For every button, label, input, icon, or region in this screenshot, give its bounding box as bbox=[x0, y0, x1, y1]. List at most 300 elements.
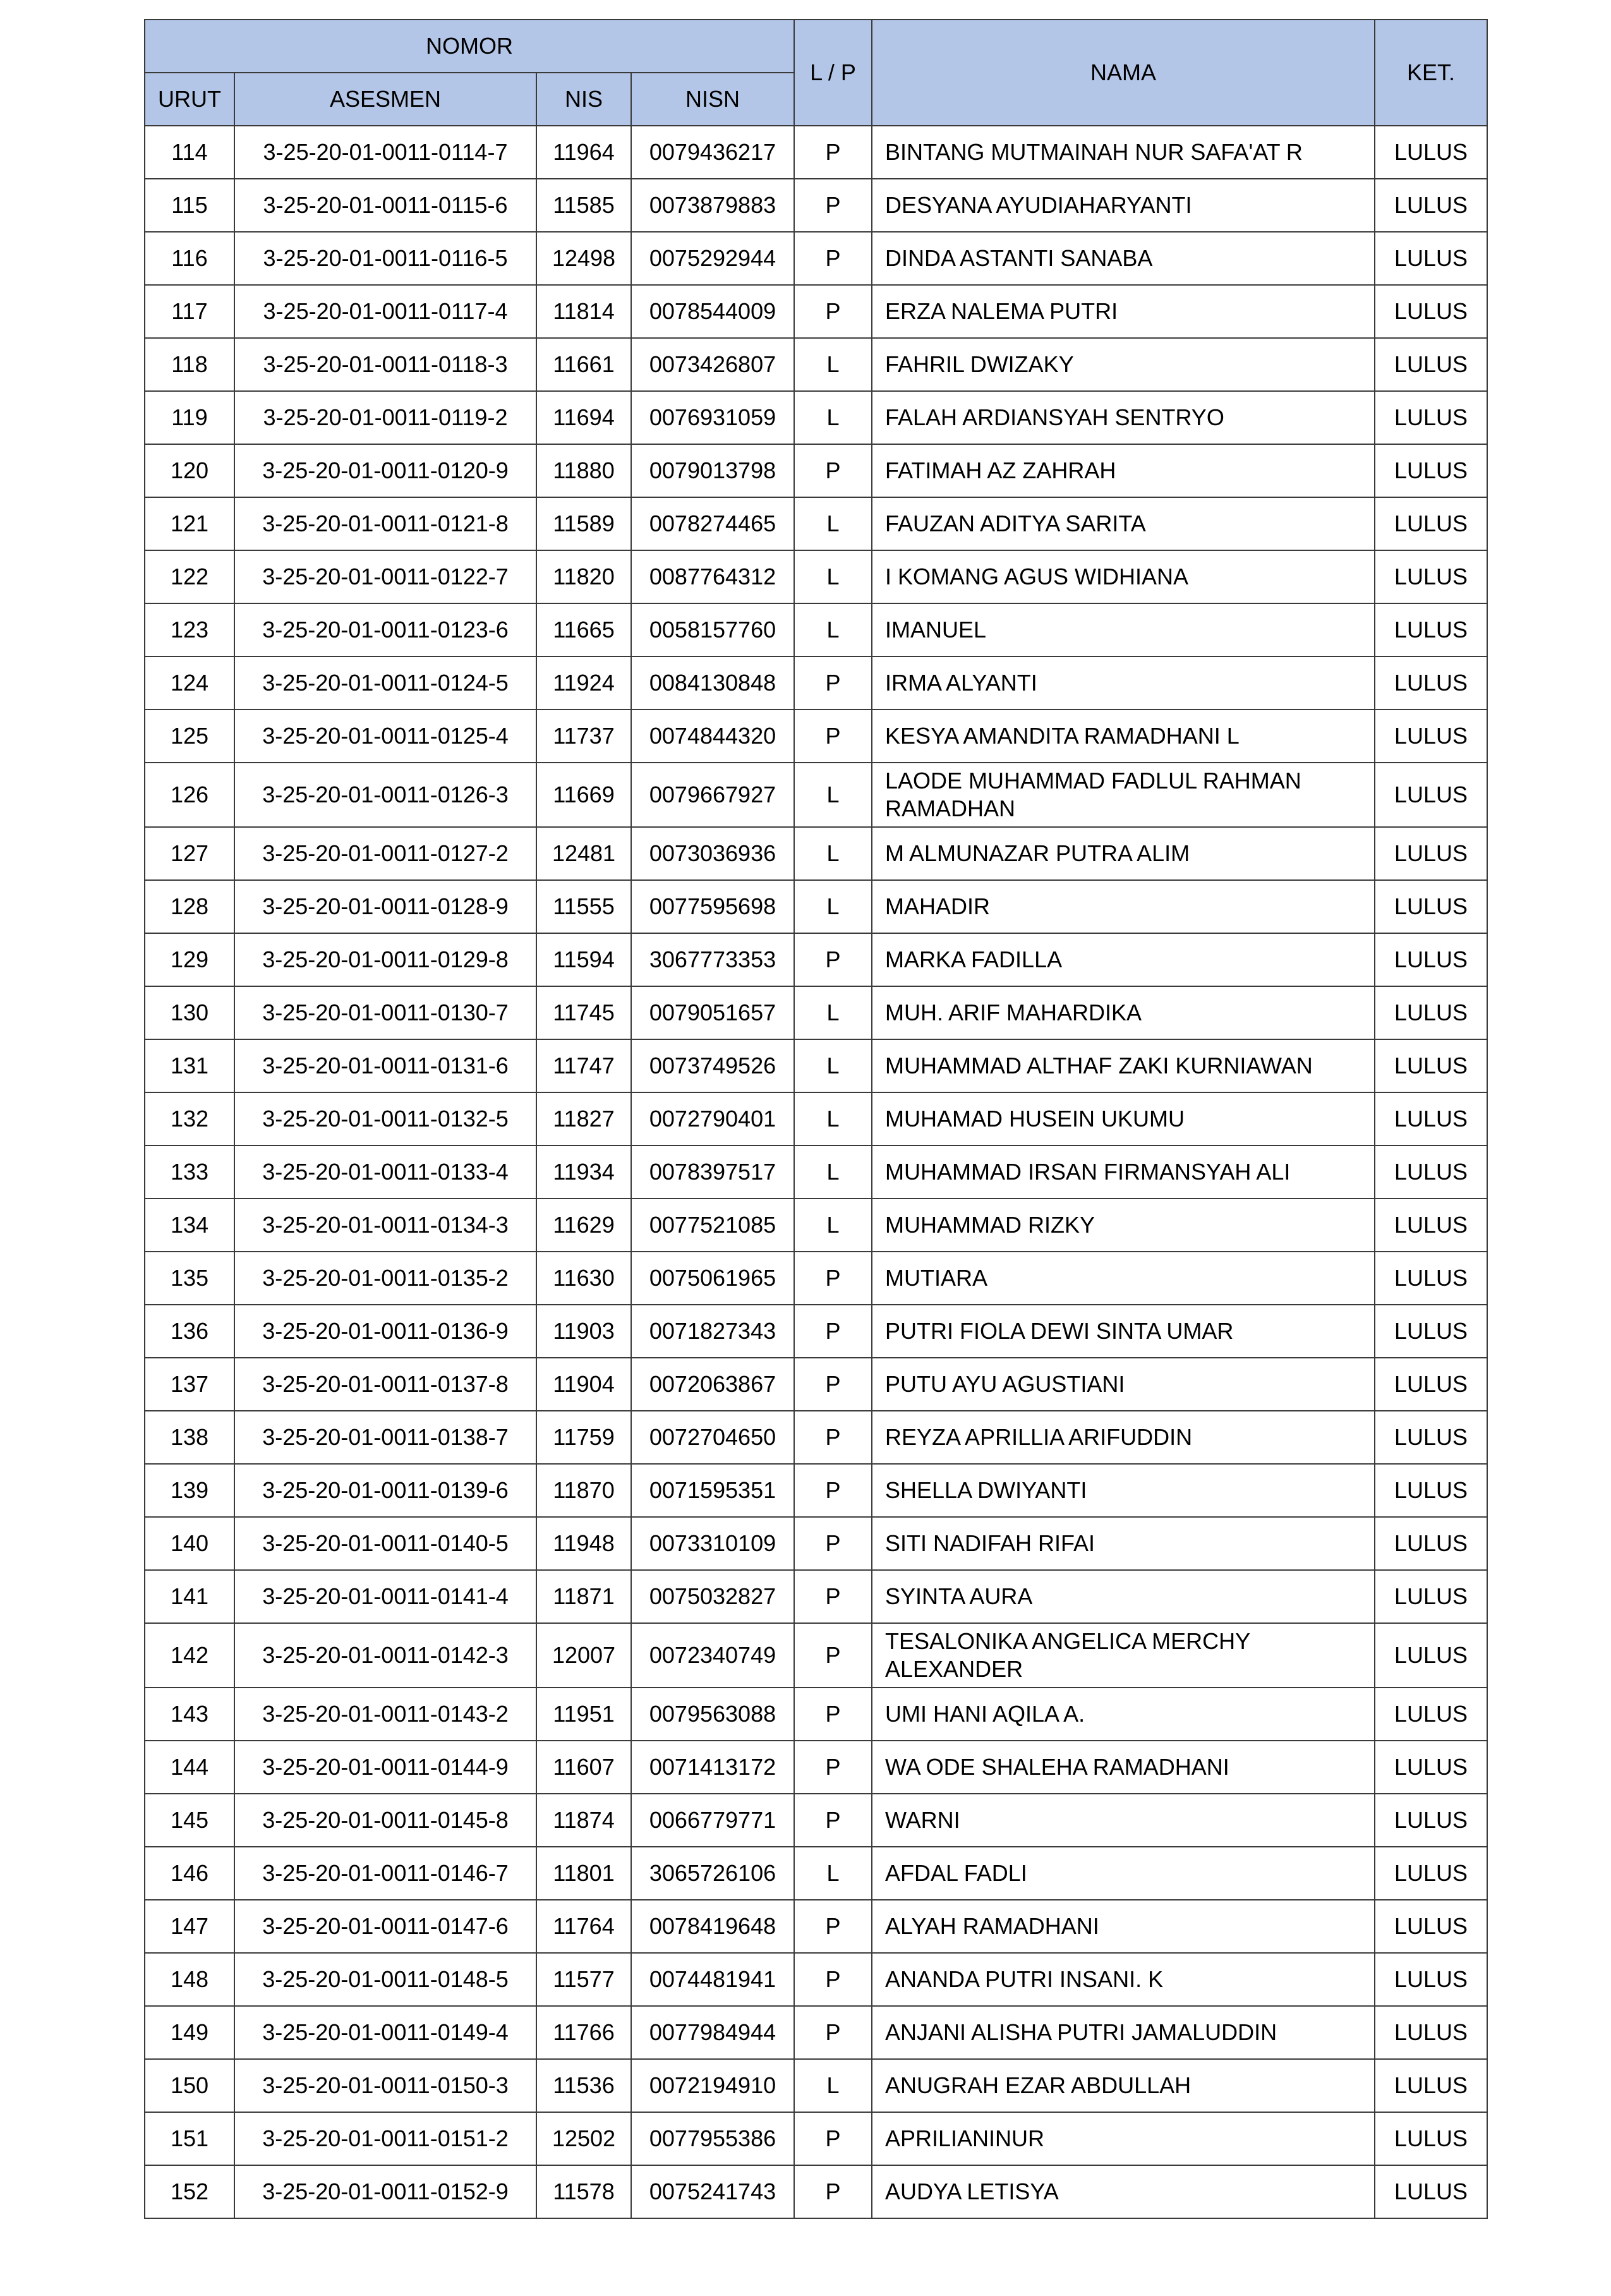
cell-nisn: 0078544009 bbox=[631, 285, 794, 338]
cell-nis: 11904 bbox=[536, 1358, 631, 1411]
cell-urut: 122 bbox=[145, 550, 234, 603]
cell-lp: P bbox=[794, 1358, 872, 1411]
cell-ket: LULUS bbox=[1375, 550, 1487, 603]
table-row bbox=[145, 827, 1487, 880]
cell-urut: 133 bbox=[145, 1145, 234, 1199]
cell-lp: P bbox=[794, 1464, 872, 1517]
table-row bbox=[145, 1305, 1487, 1358]
cell-urut: 146 bbox=[145, 1847, 234, 1900]
cell-ket: LULUS bbox=[1375, 1623, 1487, 1688]
cell-ket: LULUS bbox=[1375, 2165, 1487, 2218]
cell-urut: 129 bbox=[145, 933, 234, 986]
cell-nis: 11820 bbox=[536, 550, 631, 603]
cell-nisn: 0078274465 bbox=[631, 497, 794, 550]
cell-urut: 149 bbox=[145, 2006, 234, 2059]
cell-asesmen: 3-25-20-01-0011-0151-2 bbox=[234, 2112, 536, 2165]
results-table bbox=[144, 19, 1488, 2219]
cell-urut: 124 bbox=[145, 656, 234, 710]
cell-ket: LULUS bbox=[1375, 1794, 1487, 1847]
cell-asesmen: 3-25-20-01-0011-0127-2 bbox=[234, 827, 536, 880]
cell-nama: IRMA ALYANTI bbox=[872, 656, 1375, 710]
cell-ket: LULUS bbox=[1375, 1252, 1487, 1305]
cell-lp: L bbox=[794, 827, 872, 880]
cell-nisn: 0077521085 bbox=[631, 1199, 794, 1252]
cell-lp: L bbox=[794, 763, 872, 827]
cell-urut: 117 bbox=[145, 285, 234, 338]
cell-lp: P bbox=[794, 656, 872, 710]
cell-lp: P bbox=[794, 1953, 872, 2006]
cell-nisn: 0071595351 bbox=[631, 1464, 794, 1517]
table-row bbox=[145, 1358, 1487, 1411]
cell-nama: APRILIANINUR bbox=[872, 2112, 1375, 2165]
cell-urut: 115 bbox=[145, 179, 234, 232]
header-row-top bbox=[145, 20, 1487, 73]
cell-nisn: 0073426807 bbox=[631, 338, 794, 391]
table-row bbox=[145, 179, 1487, 232]
cell-urut: 141 bbox=[145, 1570, 234, 1623]
cell-asesmen: 3-25-20-01-0011-0134-3 bbox=[234, 1199, 536, 1252]
cell-lp: P bbox=[794, 126, 872, 179]
cell-nama: WARNI bbox=[872, 1794, 1375, 1847]
cell-urut: 126 bbox=[145, 763, 234, 827]
cell-urut: 150 bbox=[145, 2059, 234, 2112]
cell-urut: 143 bbox=[145, 1688, 234, 1741]
cell-ket: LULUS bbox=[1375, 232, 1487, 285]
cell-nisn: 0072063867 bbox=[631, 1358, 794, 1411]
cell-nisn: 0077595698 bbox=[631, 880, 794, 933]
table-row bbox=[145, 1900, 1487, 1953]
cell-asesmen: 3-25-20-01-0011-0131-6 bbox=[234, 1039, 536, 1092]
cell-urut: 116 bbox=[145, 232, 234, 285]
cell-asesmen: 3-25-20-01-0011-0117-4 bbox=[234, 285, 536, 338]
cell-nis: 11827 bbox=[536, 1092, 631, 1145]
cell-nis: 11694 bbox=[536, 391, 631, 444]
cell-lp: P bbox=[794, 1252, 872, 1305]
cell-ket: LULUS bbox=[1375, 710, 1487, 763]
cell-lp: P bbox=[794, 2112, 872, 2165]
cell-nama: FAUZAN ADITYA SARITA bbox=[872, 497, 1375, 550]
cell-urut: 114 bbox=[145, 126, 234, 179]
cell-nis: 11759 bbox=[536, 1411, 631, 1464]
cell-ket: LULUS bbox=[1375, 986, 1487, 1039]
cell-lp: L bbox=[794, 1092, 872, 1145]
cell-asesmen: 3-25-20-01-0011-0132-5 bbox=[234, 1092, 536, 1145]
cell-lp: P bbox=[794, 2006, 872, 2059]
table-row bbox=[145, 1517, 1487, 1570]
table-body bbox=[145, 126, 1487, 2218]
cell-lp: P bbox=[794, 710, 872, 763]
cell-nisn: 0074481941 bbox=[631, 1953, 794, 2006]
cell-lp: L bbox=[794, 391, 872, 444]
cell-nama: MUHAMAD HUSEIN UKUMU bbox=[872, 1092, 1375, 1145]
cell-nis: 11555 bbox=[536, 880, 631, 933]
cell-nis: 11577 bbox=[536, 1953, 631, 2006]
cell-nis: 11745 bbox=[536, 986, 631, 1039]
cell-asesmen: 3-25-20-01-0011-0147-6 bbox=[234, 1900, 536, 1953]
cell-nisn: 0075241743 bbox=[631, 2165, 794, 2218]
cell-ket: LULUS bbox=[1375, 444, 1487, 497]
cell-asesmen: 3-25-20-01-0011-0150-3 bbox=[234, 2059, 536, 2112]
cell-lp: P bbox=[794, 2165, 872, 2218]
cell-nis: 11880 bbox=[536, 444, 631, 497]
cell-ket: LULUS bbox=[1375, 1570, 1487, 1623]
header-ket: KET. bbox=[1375, 20, 1487, 126]
cell-urut: 132 bbox=[145, 1092, 234, 1145]
table-row bbox=[145, 338, 1487, 391]
cell-nama: IMANUEL bbox=[872, 603, 1375, 656]
cell-nisn: 0087764312 bbox=[631, 550, 794, 603]
cell-asesmen: 3-25-20-01-0011-0121-8 bbox=[234, 497, 536, 550]
table-row bbox=[145, 1199, 1487, 1252]
table-row bbox=[145, 763, 1487, 827]
cell-ket: LULUS bbox=[1375, 179, 1487, 232]
cell-lp: P bbox=[794, 1570, 872, 1623]
cell-lp: L bbox=[794, 2059, 872, 2112]
cell-asesmen: 3-25-20-01-0011-0136-9 bbox=[234, 1305, 536, 1358]
cell-urut: 118 bbox=[145, 338, 234, 391]
cell-urut: 145 bbox=[145, 1794, 234, 1847]
cell-lp: L bbox=[794, 1847, 872, 1900]
table-row bbox=[145, 880, 1487, 933]
cell-urut: 119 bbox=[145, 391, 234, 444]
cell-ket: LULUS bbox=[1375, 1517, 1487, 1570]
cell-nama: LAODE MUHAMMAD FADLUL RAHMAN RAMADHAN bbox=[872, 763, 1375, 827]
cell-nisn: 0079667927 bbox=[631, 763, 794, 827]
cell-nis: 11903 bbox=[536, 1305, 631, 1358]
cell-nama: SYINTA AURA bbox=[872, 1570, 1375, 1623]
cell-urut: 137 bbox=[145, 1358, 234, 1411]
cell-ket: LULUS bbox=[1375, 603, 1487, 656]
cell-ket: LULUS bbox=[1375, 1305, 1487, 1358]
cell-asesmen: 3-25-20-01-0011-0140-5 bbox=[234, 1517, 536, 1570]
cell-nisn: 0066779771 bbox=[631, 1794, 794, 1847]
cell-nis: 12481 bbox=[536, 827, 631, 880]
cell-nama: FALAH ARDIANSYAH SENTRYO bbox=[872, 391, 1375, 444]
cell-urut: 140 bbox=[145, 1517, 234, 1570]
cell-asesmen: 3-25-20-01-0011-0145-8 bbox=[234, 1794, 536, 1847]
cell-urut: 136 bbox=[145, 1305, 234, 1358]
cell-nis: 11578 bbox=[536, 2165, 631, 2218]
header-nisn: NISN bbox=[631, 73, 794, 126]
table-row bbox=[145, 986, 1487, 1039]
table-row bbox=[145, 1953, 1487, 2006]
cell-ket: LULUS bbox=[1375, 1688, 1487, 1741]
header-asesmen: ASESMEN bbox=[234, 73, 536, 126]
cell-ket: LULUS bbox=[1375, 933, 1487, 986]
cell-asesmen: 3-25-20-01-0011-0139-6 bbox=[234, 1464, 536, 1517]
cell-lp: P bbox=[794, 1623, 872, 1688]
cell-asesmen: 3-25-20-01-0011-0129-8 bbox=[234, 933, 536, 986]
cell-nama: DESYANA AYUDIAHARYANTI bbox=[872, 179, 1375, 232]
cell-asesmen: 3-25-20-01-0011-0115-6 bbox=[234, 179, 536, 232]
cell-urut: 131 bbox=[145, 1039, 234, 1092]
cell-nama: UMI HANI AQILA A. bbox=[872, 1688, 1375, 1741]
cell-nama: SITI NADIFAH RIFAI bbox=[872, 1517, 1375, 1570]
table-row bbox=[145, 550, 1487, 603]
table-row bbox=[145, 1794, 1487, 1847]
cell-urut: 125 bbox=[145, 710, 234, 763]
cell-urut: 139 bbox=[145, 1464, 234, 1517]
cell-nis: 11661 bbox=[536, 338, 631, 391]
cell-asesmen: 3-25-20-01-0011-0125-4 bbox=[234, 710, 536, 763]
cell-nisn: 0075061965 bbox=[631, 1252, 794, 1305]
cell-nisn: 0072704650 bbox=[631, 1411, 794, 1464]
cell-nama: DINDA ASTANTI SANABA bbox=[872, 232, 1375, 285]
cell-asesmen: 3-25-20-01-0011-0120-9 bbox=[234, 444, 536, 497]
cell-nama: AUDYA LETISYA bbox=[872, 2165, 1375, 2218]
cell-nama: MUHAMMAD ALTHAF ZAKI KURNIAWAN bbox=[872, 1039, 1375, 1092]
cell-lp: L bbox=[794, 1145, 872, 1199]
header-nis: NIS bbox=[536, 73, 631, 126]
cell-lp: L bbox=[794, 1039, 872, 1092]
table-row bbox=[145, 1741, 1487, 1794]
cell-asesmen: 3-25-20-01-0011-0141-4 bbox=[234, 1570, 536, 1623]
header-nomor: NOMOR bbox=[145, 20, 794, 73]
cell-nisn: 0079436217 bbox=[631, 126, 794, 179]
cell-urut: 144 bbox=[145, 1741, 234, 1794]
cell-ket: LULUS bbox=[1375, 497, 1487, 550]
cell-nisn: 0084130848 bbox=[631, 656, 794, 710]
cell-nama: M ALMUNAZAR PUTRA ALIM bbox=[872, 827, 1375, 880]
cell-nisn: 0078397517 bbox=[631, 1145, 794, 1199]
cell-nis: 11814 bbox=[536, 285, 631, 338]
table-row bbox=[145, 126, 1487, 179]
cell-nama: MARKA FADILLA bbox=[872, 933, 1375, 986]
cell-lp: L bbox=[794, 880, 872, 933]
cell-asesmen: 3-25-20-01-0011-0124-5 bbox=[234, 656, 536, 710]
cell-asesmen: 3-25-20-01-0011-0148-5 bbox=[234, 1953, 536, 2006]
cell-nis: 11801 bbox=[536, 1847, 631, 1900]
cell-nis: 11766 bbox=[536, 2006, 631, 2059]
cell-asesmen: 3-25-20-01-0011-0130-7 bbox=[234, 986, 536, 1039]
cell-nis: 11589 bbox=[536, 497, 631, 550]
cell-nis: 11536 bbox=[536, 2059, 631, 2112]
cell-ket: LULUS bbox=[1375, 338, 1487, 391]
cell-nama: REYZA APRILLIA ARIFUDDIN bbox=[872, 1411, 1375, 1464]
cell-nis: 11764 bbox=[536, 1900, 631, 1953]
cell-lp: P bbox=[794, 1688, 872, 1741]
cell-ket: LULUS bbox=[1375, 2112, 1487, 2165]
cell-asesmen: 3-25-20-01-0011-0114-7 bbox=[234, 126, 536, 179]
cell-nisn: 0071827343 bbox=[631, 1305, 794, 1358]
cell-nis: 12498 bbox=[536, 232, 631, 285]
cell-urut: 134 bbox=[145, 1199, 234, 1252]
cell-nisn: 0073749526 bbox=[631, 1039, 794, 1092]
cell-nisn: 0058157760 bbox=[631, 603, 794, 656]
table-row bbox=[145, 2165, 1487, 2218]
cell-nis: 11737 bbox=[536, 710, 631, 763]
cell-nis: 11874 bbox=[536, 1794, 631, 1847]
cell-nisn: 0077984944 bbox=[631, 2006, 794, 2059]
cell-nama: I KOMANG AGUS WIDHIANA bbox=[872, 550, 1375, 603]
cell-lp: P bbox=[794, 933, 872, 986]
cell-asesmen: 3-25-20-01-0011-0149-4 bbox=[234, 2006, 536, 2059]
cell-ket: LULUS bbox=[1375, 763, 1487, 827]
cell-nama: AFDAL FADLI bbox=[872, 1847, 1375, 1900]
cell-lp: P bbox=[794, 1517, 872, 1570]
cell-asesmen: 3-25-20-01-0011-0116-5 bbox=[234, 232, 536, 285]
cell-nama: MUH. ARIF MAHARDIKA bbox=[872, 986, 1375, 1039]
cell-nama: MUTIARA bbox=[872, 1252, 1375, 1305]
cell-nis: 12007 bbox=[536, 1623, 631, 1688]
cell-ket: LULUS bbox=[1375, 827, 1487, 880]
cell-nama: ANANDA PUTRI INSANI. K bbox=[872, 1953, 1375, 2006]
cell-nis: 11948 bbox=[536, 1517, 631, 1570]
cell-lp: P bbox=[794, 1741, 872, 1794]
cell-asesmen: 3-25-20-01-0011-0138-7 bbox=[234, 1411, 536, 1464]
cell-asesmen: 3-25-20-01-0011-0133-4 bbox=[234, 1145, 536, 1199]
table-row bbox=[145, 2059, 1487, 2112]
table-row bbox=[145, 603, 1487, 656]
cell-asesmen: 3-25-20-01-0011-0152-9 bbox=[234, 2165, 536, 2218]
cell-nis: 11934 bbox=[536, 1145, 631, 1199]
cell-urut: 142 bbox=[145, 1623, 234, 1688]
table-row bbox=[145, 1623, 1487, 1688]
table-row bbox=[145, 1252, 1487, 1305]
table-row bbox=[145, 1688, 1487, 1741]
cell-urut: 130 bbox=[145, 986, 234, 1039]
cell-urut: 123 bbox=[145, 603, 234, 656]
cell-nisn: 0075292944 bbox=[631, 232, 794, 285]
cell-nisn: 0073036936 bbox=[631, 827, 794, 880]
cell-ket: LULUS bbox=[1375, 1145, 1487, 1199]
table-row bbox=[145, 933, 1487, 986]
cell-lp: P bbox=[794, 1411, 872, 1464]
cell-nis: 11964 bbox=[536, 126, 631, 179]
cell-urut: 152 bbox=[145, 2165, 234, 2218]
cell-nama: MAHADIR bbox=[872, 880, 1375, 933]
cell-asesmen: 3-25-20-01-0011-0144-9 bbox=[234, 1741, 536, 1794]
cell-nisn: 0072790401 bbox=[631, 1092, 794, 1145]
cell-asesmen: 3-25-20-01-0011-0118-3 bbox=[234, 338, 536, 391]
cell-nama: BINTANG MUTMAINAH NUR SAFA'AT R bbox=[872, 126, 1375, 179]
cell-lp: P bbox=[794, 285, 872, 338]
cell-ket: LULUS bbox=[1375, 1900, 1487, 1953]
cell-lp: P bbox=[794, 1794, 872, 1847]
cell-ket: LULUS bbox=[1375, 656, 1487, 710]
table-row bbox=[145, 2112, 1487, 2165]
cell-asesmen: 3-25-20-01-0011-0146-7 bbox=[234, 1847, 536, 1900]
cell-asesmen: 3-25-20-01-0011-0123-6 bbox=[234, 603, 536, 656]
cell-asesmen: 3-25-20-01-0011-0137-8 bbox=[234, 1358, 536, 1411]
cell-nis: 11665 bbox=[536, 603, 631, 656]
cell-nisn: 0077955386 bbox=[631, 2112, 794, 2165]
cell-nama: WA ODE SHALEHA RAMADHANI bbox=[872, 1741, 1375, 1794]
cell-ket: LULUS bbox=[1375, 1741, 1487, 1794]
table-row bbox=[145, 1145, 1487, 1199]
cell-nis: 11585 bbox=[536, 179, 631, 232]
cell-ket: LULUS bbox=[1375, 1953, 1487, 2006]
cell-nisn: 3065726106 bbox=[631, 1847, 794, 1900]
cell-nis: 11629 bbox=[536, 1199, 631, 1252]
cell-urut: 148 bbox=[145, 1953, 234, 2006]
cell-nis: 11924 bbox=[536, 656, 631, 710]
cell-urut: 135 bbox=[145, 1252, 234, 1305]
cell-urut: 128 bbox=[145, 880, 234, 933]
cell-nama: ALYAH RAMADHANI bbox=[872, 1900, 1375, 1953]
header-nama: NAMA bbox=[872, 20, 1375, 126]
cell-ket: LULUS bbox=[1375, 1092, 1487, 1145]
cell-nis: 11870 bbox=[536, 1464, 631, 1517]
cell-nisn: 0073310109 bbox=[631, 1517, 794, 1570]
cell-nama: ANUGRAH EZAR ABDULLAH bbox=[872, 2059, 1375, 2112]
cell-nisn: 0078419648 bbox=[631, 1900, 794, 1953]
cell-nis: 11594 bbox=[536, 933, 631, 986]
cell-ket: LULUS bbox=[1375, 880, 1487, 933]
cell-asesmen: 3-25-20-01-0011-0143-2 bbox=[234, 1688, 536, 1741]
cell-nis: 11630 bbox=[536, 1252, 631, 1305]
cell-urut: 120 bbox=[145, 444, 234, 497]
cell-nisn: 0074844320 bbox=[631, 710, 794, 763]
table-row bbox=[145, 285, 1487, 338]
cell-asesmen: 3-25-20-01-0011-0119-2 bbox=[234, 391, 536, 444]
cell-nisn: 0076931059 bbox=[631, 391, 794, 444]
cell-lp: L bbox=[794, 338, 872, 391]
cell-nama: MUHAMMAD RIZKY bbox=[872, 1199, 1375, 1252]
cell-nisn: 3067773353 bbox=[631, 933, 794, 986]
cell-nis: 12502 bbox=[536, 2112, 631, 2165]
cell-nisn: 0073879883 bbox=[631, 179, 794, 232]
cell-asesmen: 3-25-20-01-0011-0122-7 bbox=[234, 550, 536, 603]
cell-nisn: 0079051657 bbox=[631, 986, 794, 1039]
table-row bbox=[145, 1092, 1487, 1145]
cell-nama: KESYA AMANDITA RAMADHANI L bbox=[872, 710, 1375, 763]
cell-lp: P bbox=[794, 1305, 872, 1358]
cell-nisn: 0079013798 bbox=[631, 444, 794, 497]
cell-nisn: 0072340749 bbox=[631, 1623, 794, 1688]
cell-ket: LULUS bbox=[1375, 1411, 1487, 1464]
cell-lp: P bbox=[794, 232, 872, 285]
cell-lp: L bbox=[794, 986, 872, 1039]
table-row bbox=[145, 1411, 1487, 1464]
cell-nama: SHELLA DWIYANTI bbox=[872, 1464, 1375, 1517]
cell-urut: 138 bbox=[145, 1411, 234, 1464]
cell-urut: 127 bbox=[145, 827, 234, 880]
cell-ket: LULUS bbox=[1375, 2006, 1487, 2059]
table-row bbox=[145, 1039, 1487, 1092]
cell-lp: P bbox=[794, 179, 872, 232]
cell-asesmen: 3-25-20-01-0011-0126-3 bbox=[234, 763, 536, 827]
table-row bbox=[145, 710, 1487, 763]
table-row bbox=[145, 444, 1487, 497]
table-header bbox=[145, 20, 1487, 126]
cell-nis: 11669 bbox=[536, 763, 631, 827]
cell-nama: FAHRIL DWIZAKY bbox=[872, 338, 1375, 391]
cell-asesmen: 3-25-20-01-0011-0142-3 bbox=[234, 1623, 536, 1688]
table-row bbox=[145, 1570, 1487, 1623]
cell-ket: LULUS bbox=[1375, 391, 1487, 444]
cell-urut: 151 bbox=[145, 2112, 234, 2165]
cell-asesmen: 3-25-20-01-0011-0135-2 bbox=[234, 1252, 536, 1305]
cell-lp: L bbox=[794, 550, 872, 603]
cell-lp: L bbox=[794, 497, 872, 550]
table-row bbox=[145, 656, 1487, 710]
cell-asesmen: 3-25-20-01-0011-0128-9 bbox=[234, 880, 536, 933]
cell-nama: PUTU AYU AGUSTIANI bbox=[872, 1358, 1375, 1411]
cell-ket: LULUS bbox=[1375, 1358, 1487, 1411]
cell-lp: L bbox=[794, 603, 872, 656]
cell-ket: LULUS bbox=[1375, 1464, 1487, 1517]
cell-ket: LULUS bbox=[1375, 1199, 1487, 1252]
cell-ket: LULUS bbox=[1375, 2059, 1487, 2112]
cell-nama: PUTRI FIOLA DEWI SINTA UMAR bbox=[872, 1305, 1375, 1358]
cell-ket: LULUS bbox=[1375, 1039, 1487, 1092]
cell-ket: LULUS bbox=[1375, 126, 1487, 179]
cell-nisn: 0071413172 bbox=[631, 1741, 794, 1794]
cell-lp: P bbox=[794, 444, 872, 497]
cell-lp: P bbox=[794, 1900, 872, 1953]
cell-nama: MUHAMMAD IRSAN FIRMANSYAH ALI bbox=[872, 1145, 1375, 1199]
